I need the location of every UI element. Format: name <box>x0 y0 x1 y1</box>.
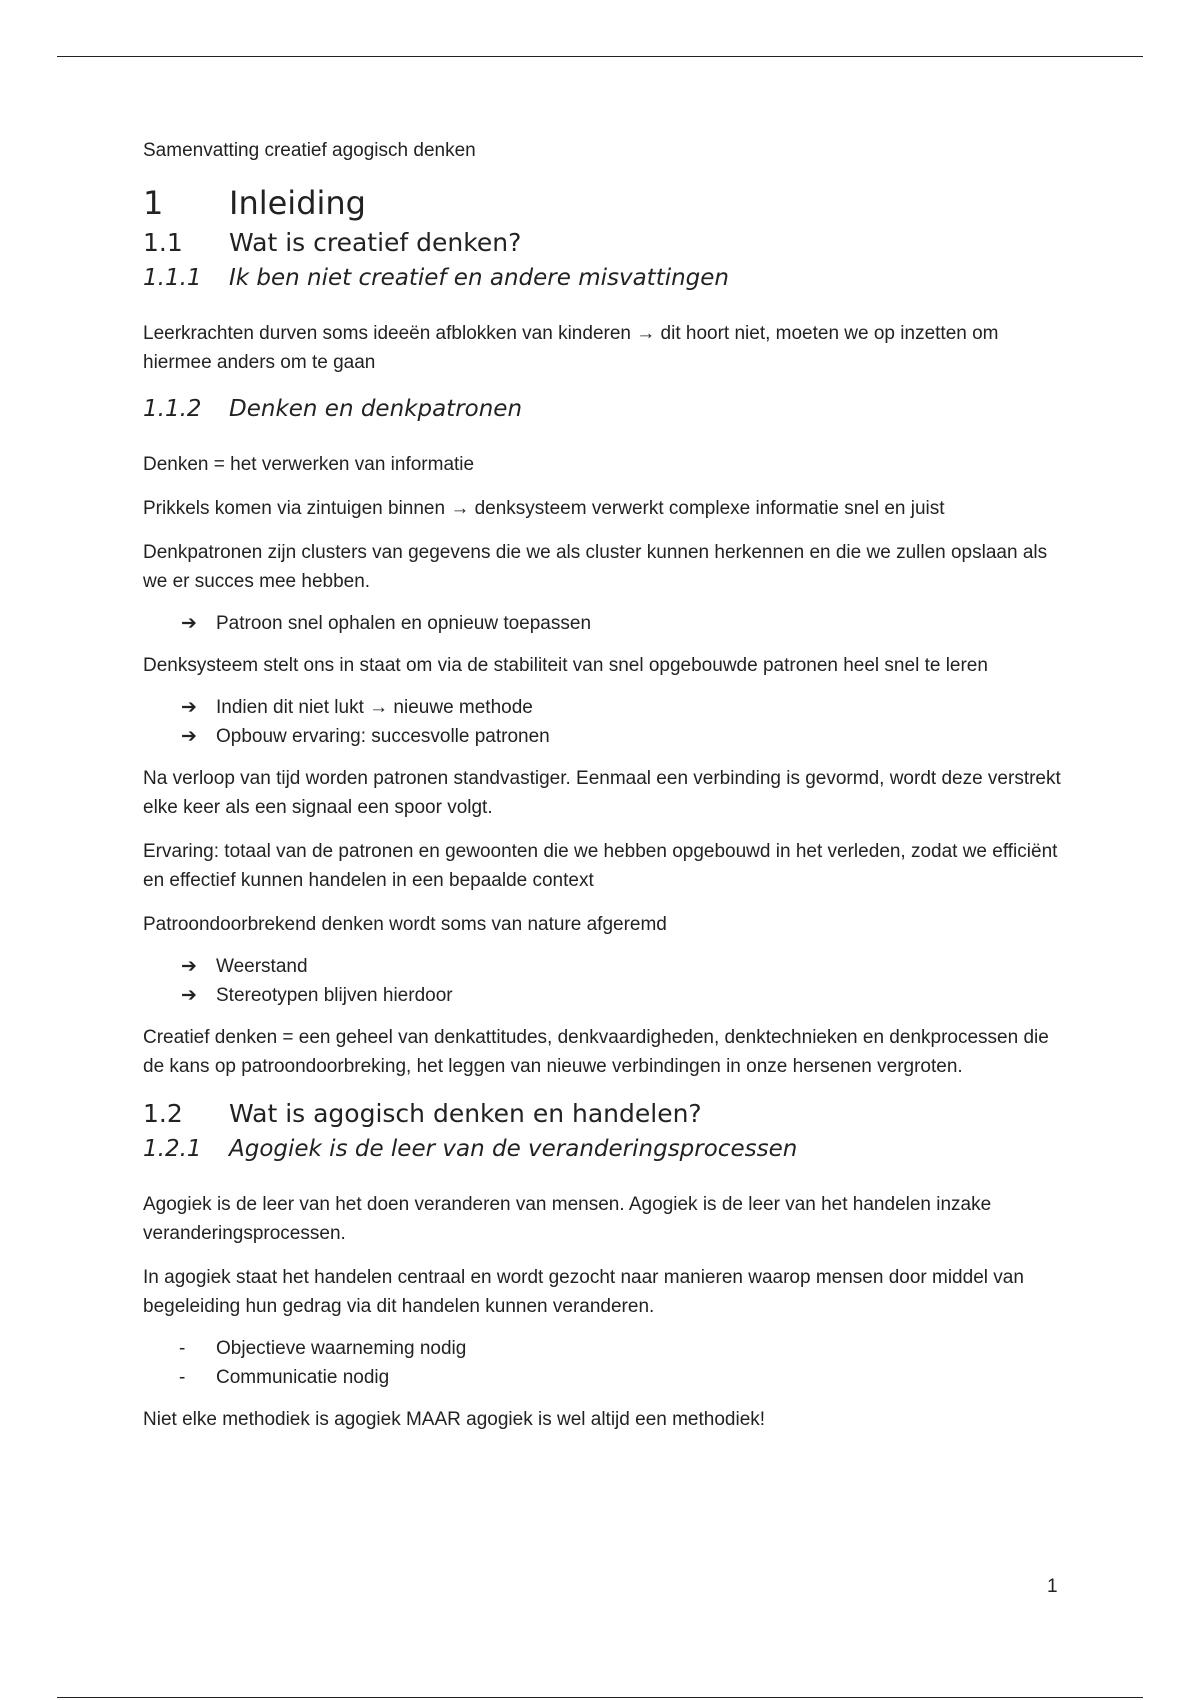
paragraph: Denksysteem stelt ons in staat om via de stabiliteit van snel opgebouwde patronen heel snel te leren <box>143 654 988 676</box>
list-item-text: Stereotypen blijven hierdoor <box>216 984 453 1006</box>
heading-text: Agogiek is de leer van de veranderingsprocessen <box>229 1135 798 1162</box>
arrow-bullet-icon: ➔ <box>181 696 197 718</box>
dash-bullet-icon: - <box>179 1366 186 1388</box>
heading-1-2 <box>143 1096 1063 1132</box>
arrow-list <box>143 952 1063 1010</box>
heading-1-inleiding <box>143 181 1063 225</box>
list-item <box>143 609 1063 638</box>
paragraph: Denkpatronen zijn clusters van gegevens die we als cluster kunnen herkennen en die we zullen opslaan als we er succes mee hebben. <box>143 541 1048 592</box>
arrow-bullet-icon: ➔ <box>181 725 197 747</box>
list-item <box>143 981 1063 1010</box>
heading-1-1-2 <box>143 392 1063 426</box>
list-item <box>143 952 1063 981</box>
list-item-text: Opbouw ervaring: succesvolle patronen <box>216 725 550 747</box>
heading-1-1 <box>143 225 1063 261</box>
paragraph: Ervaring: totaal van de patronen en gewoonten die we hebben opgebouwd in het verleden, zodat we efficiënt en effectief kunnen handelen in een bepaalde context <box>143 840 1058 891</box>
heading-1-1-1 <box>143 261 1063 295</box>
list-item-text: Communicatie nodig <box>216 1366 390 1388</box>
arrow-list <box>143 609 1063 638</box>
list-item-text: Indien dit niet lukt → nieuwe methode <box>216 696 533 718</box>
paragraph: In agogiek staat het handelen centraal en wordt gezocht naar manieren waarop mensen door middel van begeleiding hun gedrag via dit handelen kunnen veranderen. <box>143 1266 1024 1317</box>
arrow-bullet-icon: ➔ <box>181 612 197 634</box>
list-item <box>143 693 1063 722</box>
paragraph: Agogiek is de leer van het doen veranderen van mensen. Agogiek is de leer van het handelen inzake veranderingsprocessen. <box>143 1193 992 1244</box>
arrow-bullet-icon: ➔ <box>181 955 197 977</box>
heading-number: 1.2.1 <box>143 1135 202 1162</box>
page-number: 1 <box>1047 1576 1058 1597</box>
paragraph: Niet elke methodiek is agogiek MAAR agogiek is wel altijd een methodiek! <box>143 1408 766 1430</box>
header-rule <box>57 56 1143 57</box>
arrow-bullet-icon: ➔ <box>181 984 197 1006</box>
paragraph: Patroondoorbrekend denken wordt soms van nature afgeremd <box>143 913 667 935</box>
paragraph: Denken = het verwerken van informatie <box>143 453 475 475</box>
document-body <box>143 138 1063 1449</box>
heading-text: Ik ben niet creatief en andere misvattingen <box>229 264 730 291</box>
heading-1-2-1 <box>143 1132 1063 1166</box>
paragraph: Leerkrachten durven soms ideeën afblokken van kinderen → dit hoort niet, moeten we op inzetten om hiermee anders om te gaan <box>143 322 999 373</box>
heading-number: 1.1.2 <box>143 395 202 422</box>
footer-rule <box>57 1697 1143 1698</box>
list-item-text: Objectieve waarneming nodig <box>216 1337 467 1359</box>
heading-text: Denken en denkpatronen <box>229 395 523 422</box>
list-item <box>143 1363 1063 1392</box>
heading-number: 1.1 <box>143 227 183 257</box>
list-item <box>143 1334 1063 1363</box>
arrow-list <box>143 693 1063 751</box>
heading-text: Wat is agogisch denken en handelen? <box>229 1098 702 1128</box>
paragraph: Prikkels komen via zintuigen binnen → denksysteem verwerkt complexe informatie snel en juist <box>143 497 945 519</box>
heading-number: 1.1.1 <box>143 264 202 291</box>
heading-text: Inleiding <box>229 183 366 222</box>
heading-text: Wat is creatief denken? <box>229 227 522 257</box>
paragraph: Na verloop van tijd worden patronen standvastiger. Eenmaal een verbinding is gevormd, wordt deze verstrekt elke keer als een signaal een spoor volgt. <box>143 767 1061 818</box>
paragraph: Creatief denken = een geheel van denkattitudes, denkvaardigheden, denktechnieken en denkprocessen die de kans op patroondoorbreking, het leggen van nieuwe verbindingen in onze hersenen vergroten. <box>143 1026 1049 1077</box>
list-item <box>143 722 1063 751</box>
document-title: Samenvatting creatief agogisch denken <box>143 140 476 161</box>
list-item-text: Weerstand <box>216 955 308 977</box>
heading-number: 1 <box>143 183 164 222</box>
heading-number: 1.2 <box>143 1098 183 1128</box>
dash-bullet-icon: - <box>179 1337 186 1359</box>
dash-list <box>143 1334 1063 1392</box>
list-item-text: Patroon snel ophalen en opnieuw toepassen <box>216 612 592 634</box>
